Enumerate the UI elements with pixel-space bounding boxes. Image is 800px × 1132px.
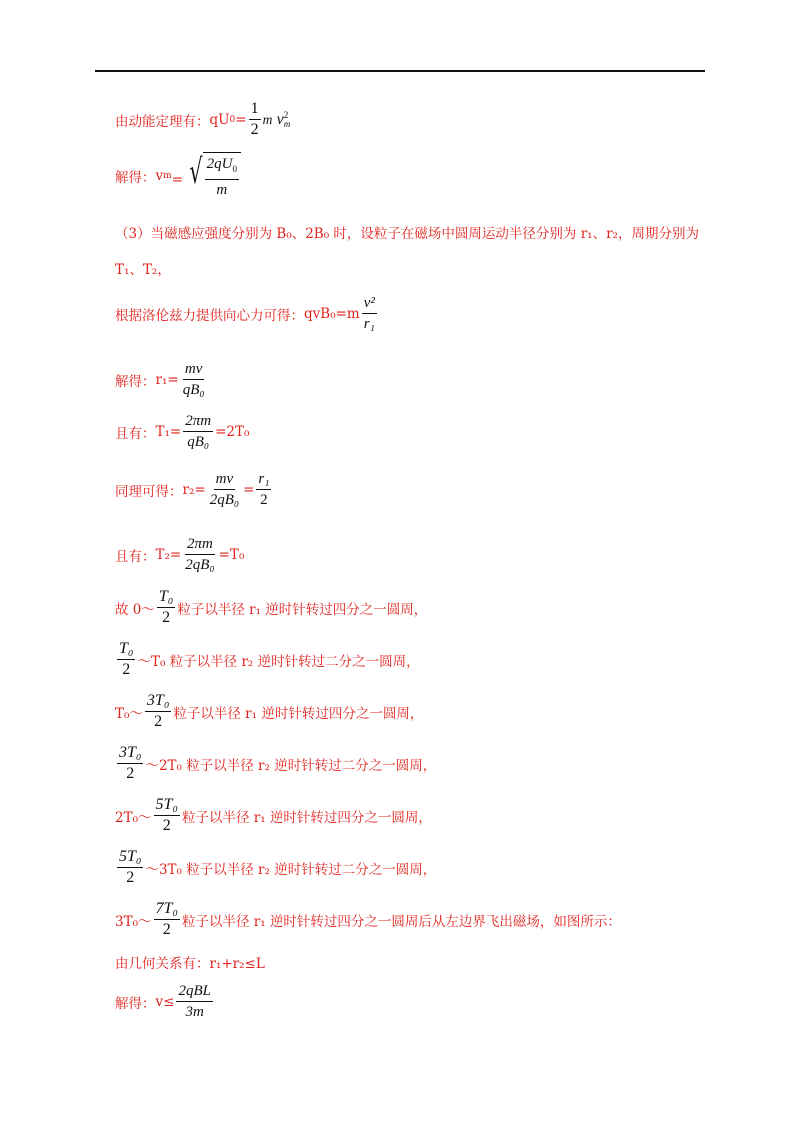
label: 解得： (115, 995, 156, 1012)
post: 粒子以半径 r₁ 逆时针转过四分之一圆周， (181, 809, 432, 826)
segment-4 (115, 744, 436, 783)
numerator: 2qBL (176, 982, 213, 1002)
numerator: mv (214, 470, 236, 490)
part3-intro (115, 222, 699, 242)
denominator: 2 (162, 817, 171, 834)
numerator: v² (362, 294, 377, 314)
sub: 0 (229, 114, 236, 125)
equals: = (171, 171, 183, 188)
label: 解得： (115, 169, 156, 186)
denominator: 2qB₀ (209, 492, 240, 508)
numerator: 5T₀ (154, 796, 180, 816)
fraction (249, 100, 261, 139)
numerator: 2πm (185, 535, 215, 555)
kinetic-energy-line (115, 100, 290, 139)
equals: = (243, 481, 255, 498)
post: 粒子以半径 r₁ 逆时针转过四分之一圆周， (173, 705, 424, 722)
part3-text: （3）当磁感应强度分别为 B₀、2B₀ 时，设粒子在磁场中圆周运动半径分别为 r₁、r₂，周期分别为 (115, 226, 699, 242)
numerator: 5T₀ (117, 848, 143, 868)
numerator: mv (183, 360, 205, 380)
part3-text-cont: T₁、T₂， (115, 262, 171, 278)
numerator: 2πm (183, 412, 213, 432)
segment-5 (115, 796, 432, 835)
denominator: m (216, 182, 228, 198)
eq-left: qU (209, 111, 230, 128)
r2-line (115, 470, 273, 509)
denominator: 2 (126, 765, 135, 782)
rhs: =2T₀ (215, 423, 250, 440)
rhs: =T₀ (218, 546, 245, 563)
equals: = (235, 111, 247, 128)
pre: 2T₀～ (115, 809, 152, 826)
denominator: 2 (154, 713, 163, 730)
fraction (183, 535, 216, 574)
fraction (154, 900, 180, 939)
lhs: T₂= (155, 546, 182, 563)
denominator: 2 (126, 869, 135, 886)
label: 且有： (115, 548, 156, 565)
label: 同理可得： (115, 483, 183, 500)
radical-sign: √ (189, 152, 203, 192)
final-solution-line (115, 982, 215, 1021)
lhs: r₁= (155, 371, 179, 388)
pre: 3T₀～ (115, 913, 152, 930)
label: 解得： (115, 373, 156, 390)
denominator: 3m (185, 1004, 204, 1020)
fraction (362, 294, 377, 333)
t1-line (115, 412, 249, 451)
post: ～3T₀ 粒子以半径 r₂ 逆时针转过二分之一圆周， (145, 861, 437, 878)
v-sub: m (283, 118, 291, 129)
fraction (154, 796, 180, 835)
post: 粒子以半径 r₁ 逆时针转过四分之一圆周后从左边界飞出磁场，如图所示： (181, 913, 621, 930)
v-sub: m (163, 170, 172, 181)
denominator: qB₀ (187, 434, 210, 450)
denominator: 2 (122, 661, 131, 678)
post: 粒子以半径 r₁ 逆时针转过四分之一圆周， (177, 601, 428, 618)
fraction (117, 640, 135, 679)
vm-solution-line (115, 152, 241, 199)
fraction-2 (256, 470, 271, 509)
t2-line (115, 535, 244, 574)
label: 且有： (115, 425, 156, 442)
mass: m (262, 111, 273, 127)
v-sup: 2 (283, 109, 289, 120)
denominator: 2 (250, 121, 259, 138)
segment-1 (115, 588, 427, 627)
lhs: qvB₀=m (304, 305, 360, 322)
lhs: T₁= (155, 423, 182, 440)
pre: T₀～ (115, 705, 143, 722)
denominator: 2 (162, 921, 171, 938)
numerator: 3T₀ (117, 744, 143, 764)
denominator-2: 2 (260, 492, 268, 508)
square-root (185, 152, 241, 199)
lorentz-line (115, 294, 379, 333)
lhs: v≤ (155, 993, 175, 1010)
geometry-line (115, 952, 265, 972)
velocity: v (276, 110, 284, 128)
fraction (117, 744, 143, 783)
numerator-2: r₁ (256, 470, 271, 490)
numerator: T₀ (117, 640, 135, 660)
numerator: T₀ (157, 588, 175, 608)
fraction (145, 692, 171, 731)
denominator: r₁ (363, 316, 375, 332)
numerator: 1 (249, 100, 261, 120)
denominator: 2 (162, 609, 171, 626)
numerator: 7T₀ (154, 900, 180, 920)
denominator: qB₀ (182, 382, 205, 398)
segment-6 (115, 848, 436, 887)
denominator: 2qB₀ (185, 557, 215, 573)
num-sub: 0 (232, 164, 238, 174)
lhs: r₂= (182, 481, 206, 498)
geometry-text: 由几何关系有：r₁+r₂≤L (115, 956, 265, 972)
r1-solution-line (115, 360, 209, 399)
pre: 故 0～ (115, 601, 155, 618)
fraction (208, 470, 241, 509)
fraction (205, 155, 239, 199)
header-rule (95, 70, 705, 72)
fraction (183, 412, 213, 451)
part3-intro-cont (115, 258, 171, 278)
label: 根据洛伦兹力提供向心力可得： (115, 307, 304, 324)
segment-3 (115, 692, 423, 731)
numerator: 2qU (206, 156, 233, 172)
fraction (117, 848, 143, 887)
numerator: 3T₀ (145, 692, 171, 712)
post: ～2T₀ 粒子以半径 r₂ 逆时针转过二分之一圆周， (145, 757, 437, 774)
v: v (155, 167, 164, 184)
fraction (181, 360, 207, 399)
post: ～T₀ 粒子以半径 r₂ 逆时针转过二分之一圆周， (137, 653, 420, 670)
fraction (157, 588, 175, 627)
label: 由动能定理有： (115, 113, 210, 130)
segment-2 (115, 640, 420, 679)
fraction (176, 982, 213, 1021)
segment-7 (115, 900, 621, 939)
